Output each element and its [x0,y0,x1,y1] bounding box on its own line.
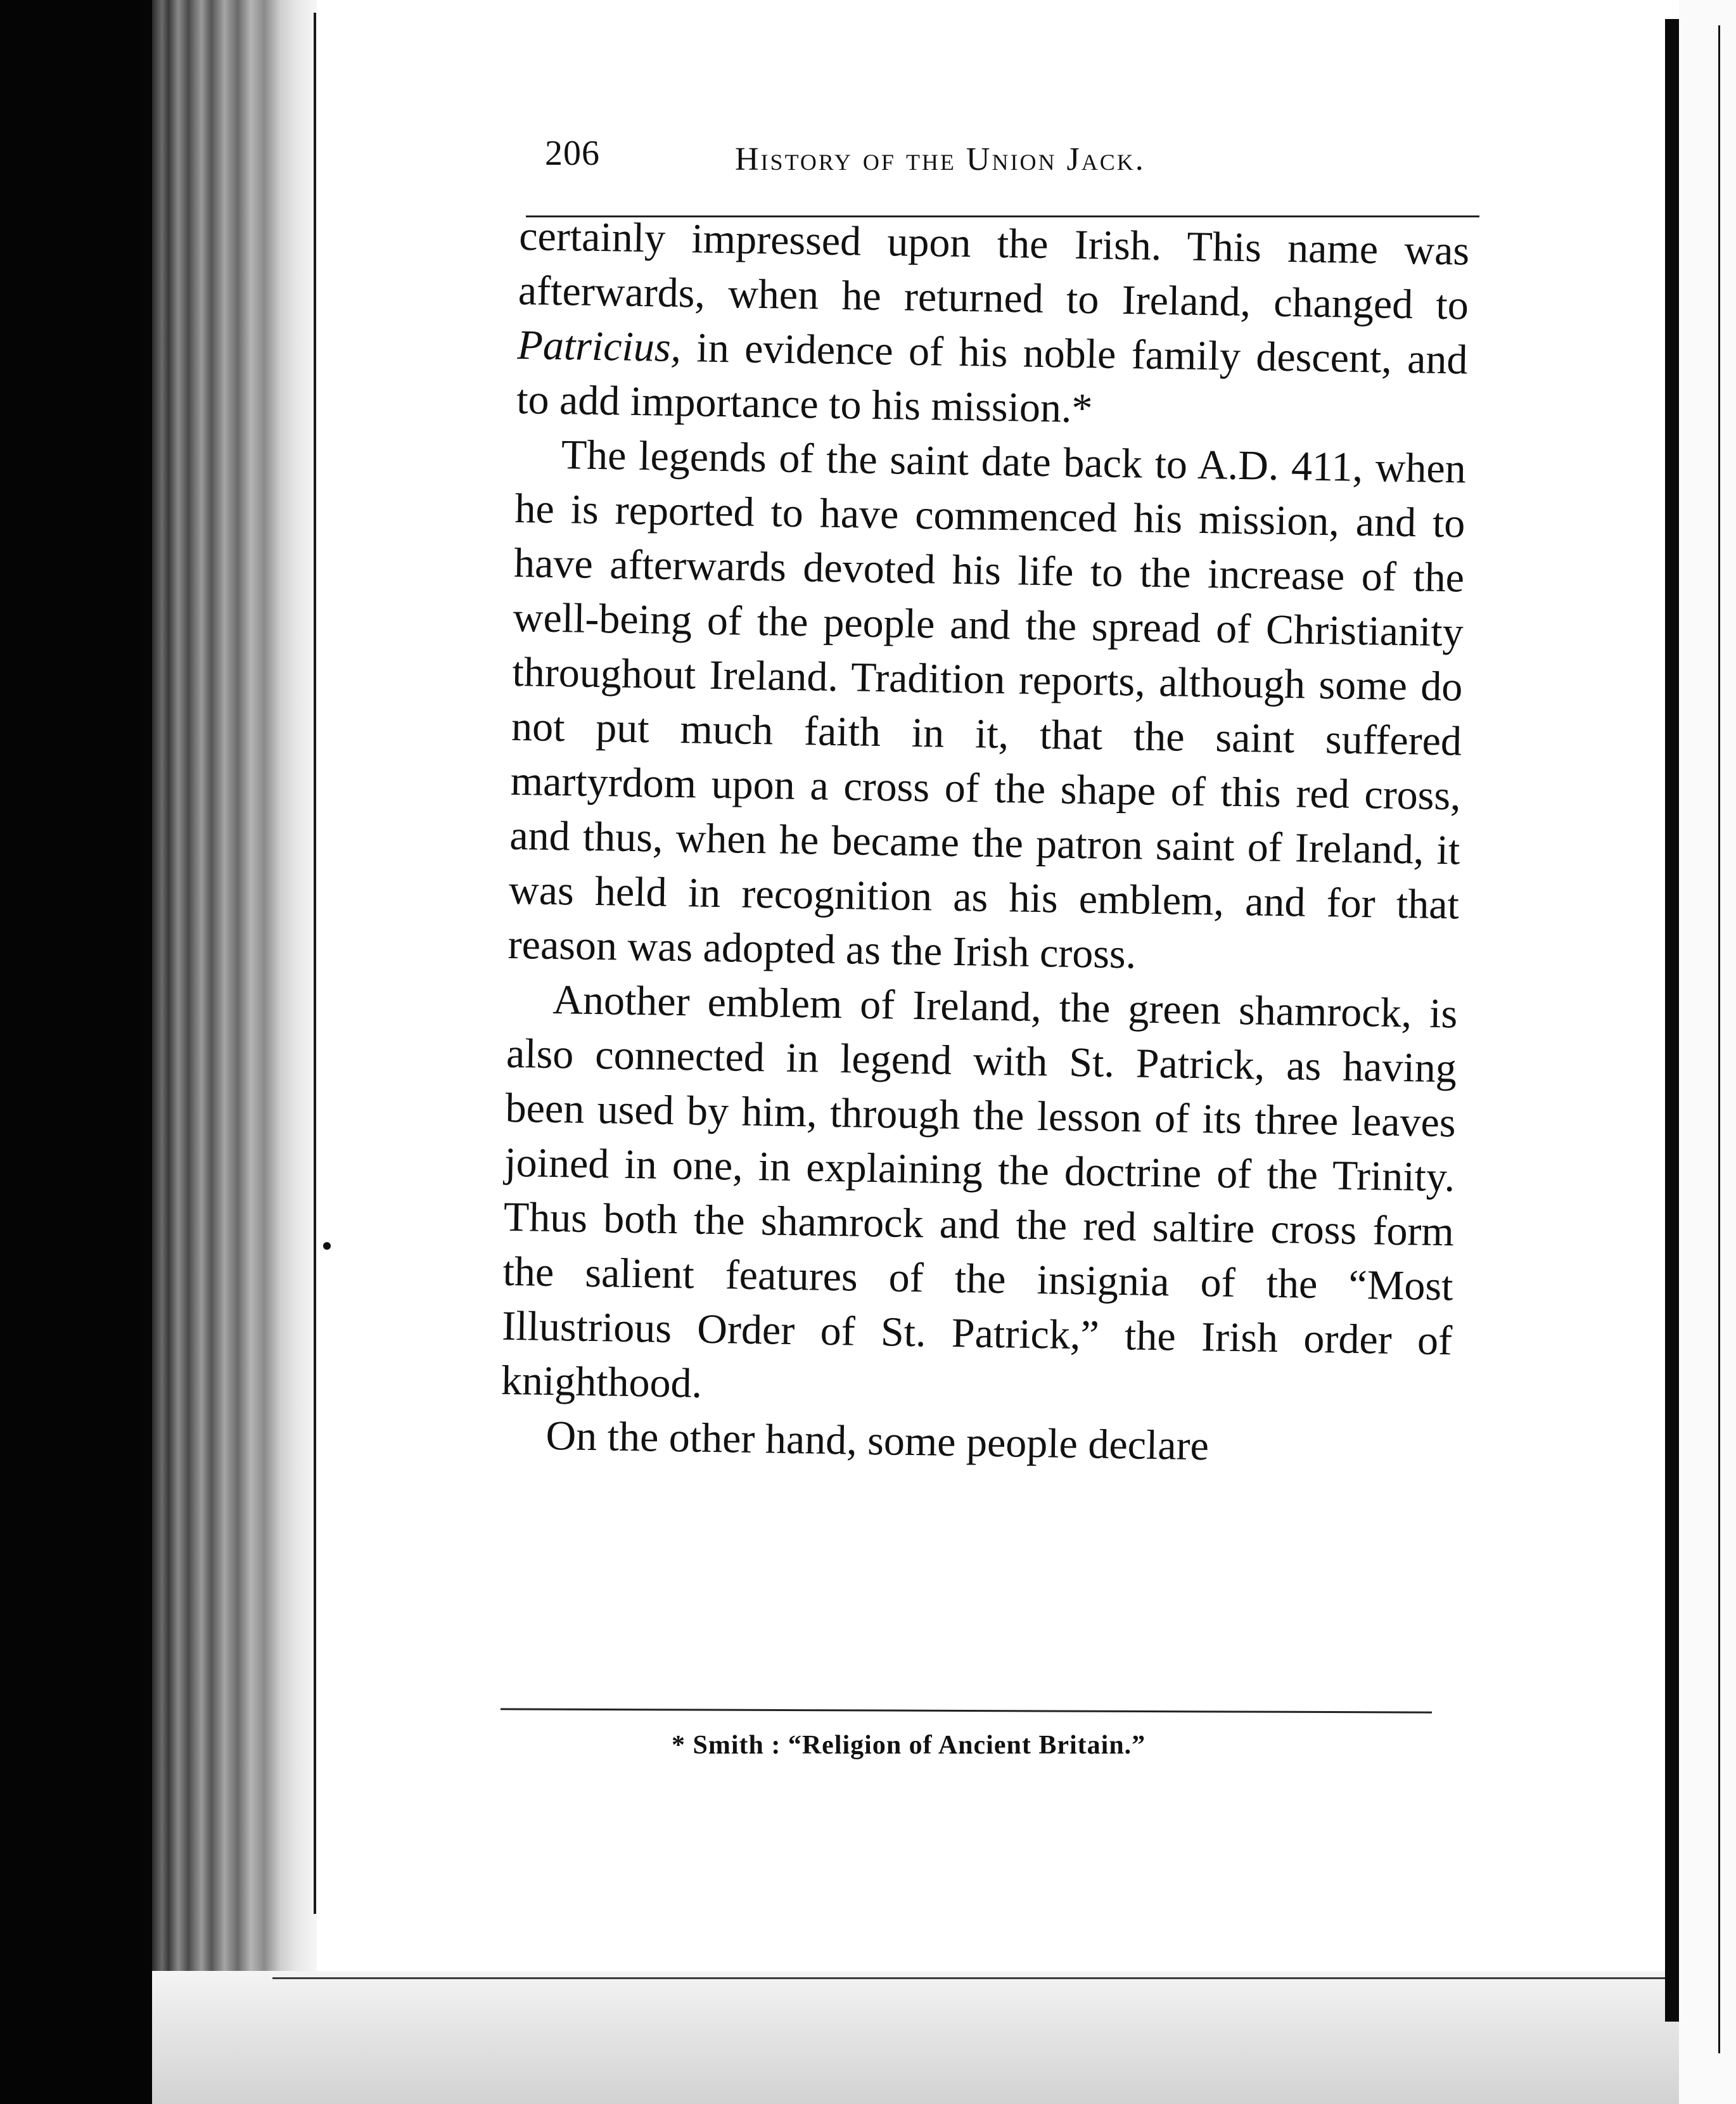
italic-term: Patricius, [517,321,682,371]
footnote: * Smith : “Religion of Ancient Britain.” [672,1731,1146,1760]
page-gutter-line [314,13,316,1914]
body-text [500,209,1470,1477]
page-bottom-edge [152,1971,1717,2104]
paragraph: On the other hand, some people declare [546,1412,1209,1470]
running-title: History of the Union Jack. [735,141,1146,177]
paragraph: certainly impressed upon the Irish. This name was afterwards, when he returned to Ireland, changed to Patricius, in evidence of his noble family descent, and to add importance to his mission.* [516,212,1470,432]
paragraph: Another emblem of Ireland, the green shamrock, is also connected in legend with St. Patrick, as having been used by him, through the lesson of its three leaves joined in one, in explaining the doctrine of the Trinity. Thus both the shamrock and the red saltire cross form the salient features of the insignia of the “Most Illustrious Order of St. Patrick,” the Irish order of knighthood. [501,976,1458,1407]
scan-speck [323,1242,331,1250]
facing-page-edge [1665,19,1679,2022]
scan-background-left [0,0,152,2104]
running-head [507,120,1479,196]
page-number: 206 [545,134,600,173]
page-content [501,120,1479,1760]
facing-page [1679,0,1736,2104]
page-bottom-line [272,1977,1666,1979]
paragraph: The legends of the saint date back to A.D. 411, when he is reported to have commenced his mission, and to have afterwards devoted his life to the increase of the well-being of the people and the spread of Christianity throughout Ireland. Tradition reports, although some do not put much faith in it, that the saint suffered martyrdom upon a cross of the shape of this red cross, and thus, when he became the patron saint of Ireland, it was held in recognition as his emblem, and for that reason was adopted as the Irish cross. [507,432,1467,978]
facing-page-border [1718,25,1720,2053]
page-stack-edges [152,0,317,2104]
footnote-rule [501,1708,1432,1713]
